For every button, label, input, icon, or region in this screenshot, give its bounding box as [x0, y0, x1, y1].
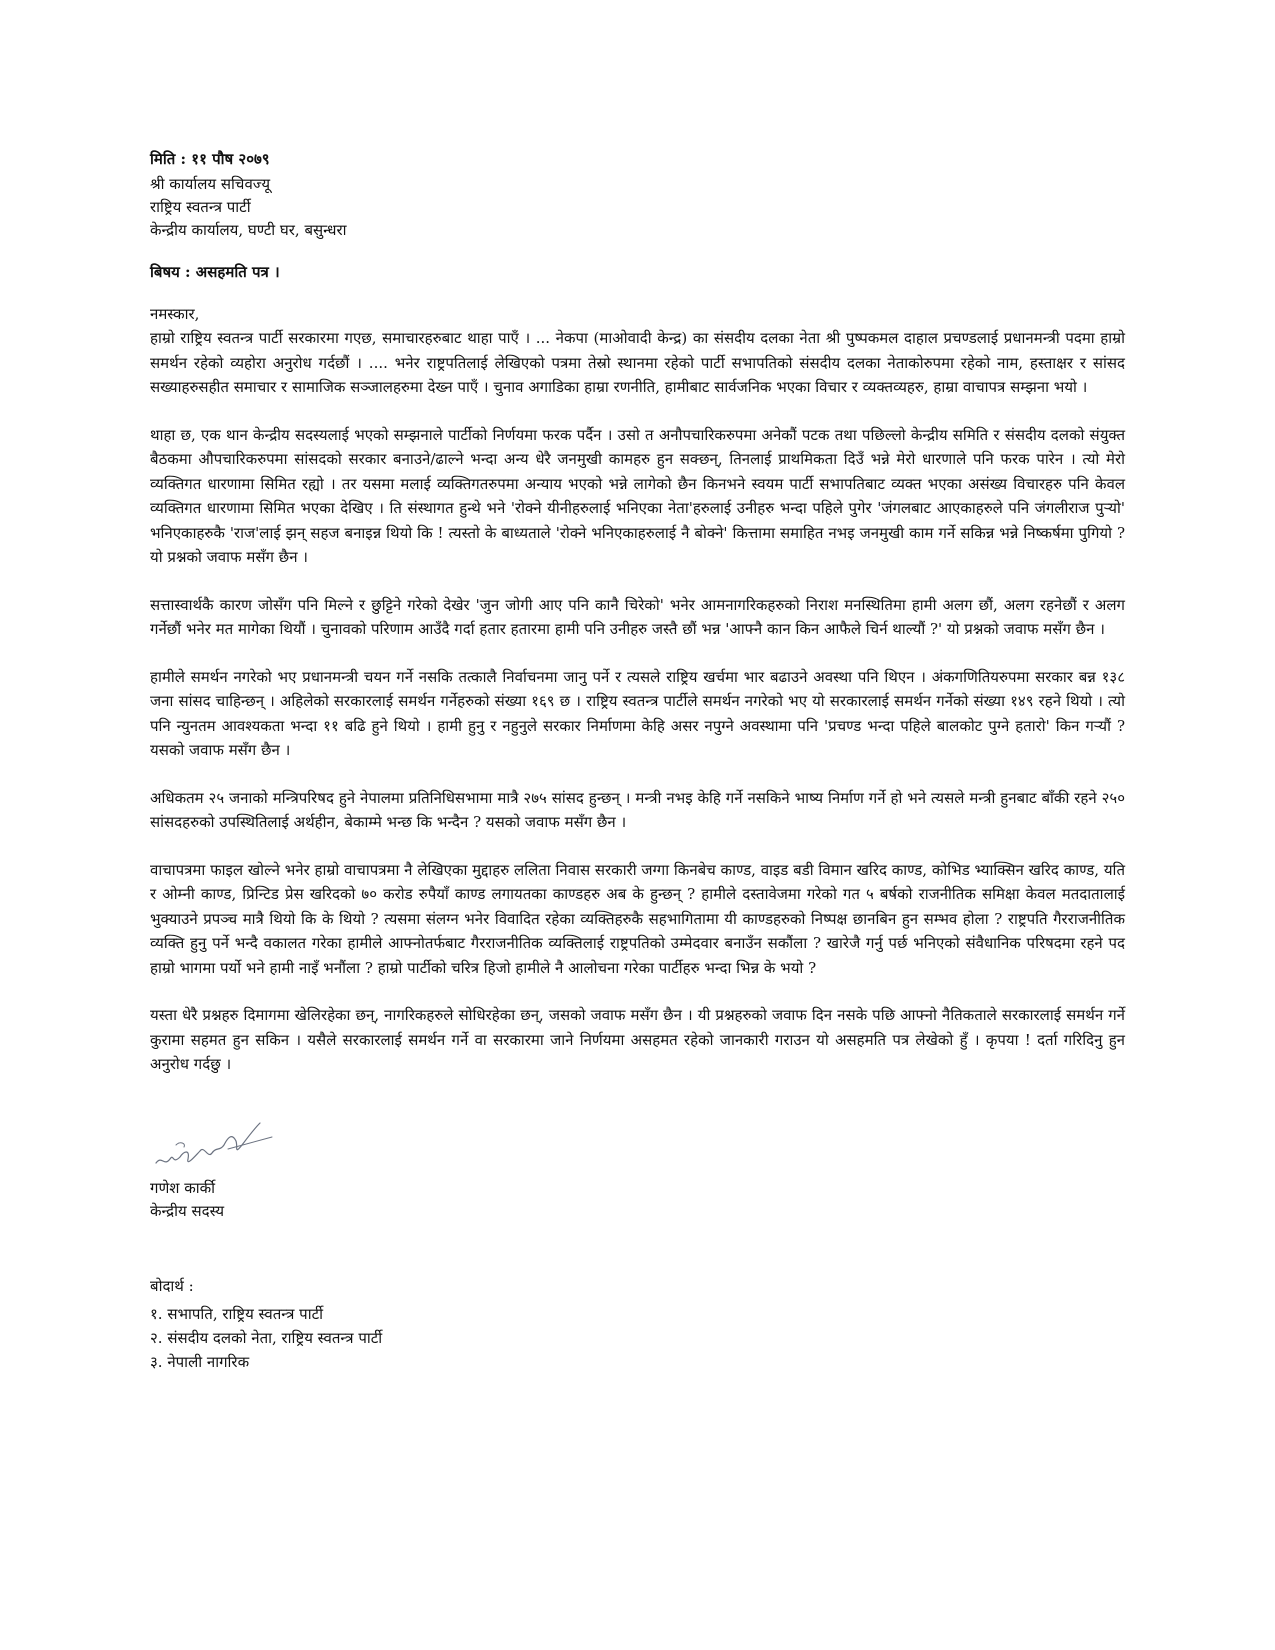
body-paragraph-7: यस्ता धेरै प्रश्नहरु दिमागमा खेलिरहेका छन्, नागरिकहरुले सोधिरहेका छन्, जसको जवाफ मसँग छैन । यी प्रश्नहरुको जवाफ दिन नसके पछि आफ्नो नैतिकताले सरकारलाई समर्थन गर्ने कुरामा सहमत हुन सकिन । यसैले सरकारलाई समर्थन गर्ने वा सरकारमा जाने निर्णयमा असहमत रहेको जानकारी गराउन यो असहमति पत्र लेखेको हुँ । कृपया ! दर्ता गरिदिनु हुन अनुरोध गर्दछु । [150, 1006, 1125, 1073]
letter-page [150, 148, 1125, 1374]
body-paragraph-6: वाचापत्रमा फाइल खोल्ने भनेर हाम्रो वाचापत्रमा नै लेखिएका मुद्दाहरु ललिता निवास सरकारी जग्गा किनबेच काण्ड, वाइड बडी विमान खरिद काण्ड, कोभिड भ्याक्सिन खरिद काण्ड, यति र ओम्नी काण्ड, प्रिन्टिड प्रेस खरिदको ७० करोड रुपैयाँ काण्ड लगायतका काण्डहरु अब के हुन्छन् ? हामीले दस्तावेजमा गरेको गत ५ बर्षको राजनीतिक समिक्षा केवल मतदातालाई भुक्याउने प्रपञ्च मात्रै थियो कि के थियो ? त्यसमा संलग्न भनेर विवादित रहेका व्यक्तिहरुकै सहभागितामा यी काण्डहरुको निष्पक्ष छानबिन हुन सम्भव होला ? राष्ट्रपति गैरराजनीतिक व्यक्ति हुनु पर्ने भन्दै वकालत गरेका हामीले आफ्नोतर्फबाट गैरराजनीतिक व्यक्तिलाई राष्ट्रपतिको उम्मेदवार बनाउँन सकौंला ? खारेजै गर्नु पर्छ भनिएको संवैधानिक परिषदमा रहने पद हाम्रो भागमा पर्यो भने हामी नाइँ भनौंला ? हाम्रो पार्टीको चरित्र हिजो हामीले नै आलोचना गरेका पार्टीहरु भन्दा भिन्न के भयो ? [150, 860, 1125, 977]
addressee-line-2: राष्ट्रिय स्वतन्त्र पार्टी [150, 198, 251, 216]
letter-header [150, 148, 1125, 284]
salutation: नमस्कार, [150, 305, 200, 323]
body-paragraph-2: थाहा छ, एक थान केन्द्रीय सदस्यलाई भएको सम्झनाले पार्टीको निर्णयमा फरक पर्दैन । उसो त अनौपचारिकरुपमा अनेकौं पटक तथा पछिल्लो केन्द्रीय समिति र संसदीय दलको संयुक्त बैठकमा औपचारिकरुपमा सांसदको सरकार बनाउने/ढाल्ने भन्दा अन्य धेरै जनमुखी कामहरु हुन सक्छन्, तिनलाई प्राथमिकता दिउँ भन्ने मेरो धारणाले पनि फरक पारेन । त्यो मेरो व्यक्तिगत धारणामा सिमित रह्यो । तर यसमा मलाई व्यक्तिगतरुपमा अन्याय भएको भन्ने लागेको छैन किनभने स्वयम पार्टी सभापतिबाट व्यक्त भएका असंख्य विचारहरु पनि केवल व्यक्तिगत धारणामा सिमित भएका देखिए । ति संस्थागत हुन्थे भने 'रोक्ने यीनीहरुलाई भनिएका नेता'हरुलाई उनीहरु भन्दा पहिले पुगेर 'जंगलबाट आएकाहरुले पनि जंगलीराज पुर्‍यो' भनिएकाहरुकै 'राज'लाई झन् सहज बनाइन्न थियो कि ! त्यस्तो के बाध्यताले 'रोक्ने भनिएकाहरुलाई नै बोक्ने' कित्तामा समाहित नभइ जनमुखी काम गर्ने सकिन्न भन्ने निष्कर्षमा पुगियो ? यो प्रश्नको जवाफ मसँग छैन । [150, 425, 1125, 566]
cc-section [150, 1275, 1125, 1374]
cc-item: ३. नेपाली नागरिक [150, 1352, 250, 1371]
body-paragraph-4: हामीले समर्थन नगरेको भए प्रधानमन्त्री चयन गर्ने नसकि तत्कालै निर्वाचनमा जानु पर्ने र त्यसले राष्ट्रिय खर्चमा भार बढाउने अवस्था पनि थिएन । अंकगणितियरुपमा सरकार बन्न १३८ जना सांसद चाहिन्छन् । अहिलेको सरकारलाई समर्थन गर्नेहरुको संख्या १६९ छ । राष्ट्रिय स्वतन्त्र पार्टीले समर्थन नगरेको भए यो सरकारलाई समर्थन गर्नेको संख्या १४९ रहने थियो । त्यो पनि न्युनतम आवश्यकता भन्दा ११ बढि हुने थियो । हामी हुनु र नहुनुले सरकार निर्माणमा केहि असर नपुग्ने अवस्थामा पनि 'प्रचण्ड भन्दा पहिले बालकोट पुग्ने हतारो' किन गर्‍यौं ? यसको जवाफ मसँग छैन । [150, 667, 1125, 759]
handwritten-signature [150, 1115, 280, 1177]
cc-list [150, 1302, 1125, 1374]
cc-heading: बोदार्थ : [150, 1276, 194, 1295]
cc-item: २. संसदीय दलको नेता, राष्ट्रिय स्वतन्त्र पार्टी [150, 1328, 383, 1347]
addressee-line-1: श्री कार्यालय सचिवज्यू [150, 175, 271, 193]
letter-body [150, 303, 1125, 1077]
addressee-line-3: केन्द्रीय कार्यालय, घण्टी घर, बसुन्धरा [150, 221, 347, 239]
signature-block [150, 1115, 1125, 1223]
body-paragraph-3: सत्तास्वार्थकै कारण जोसँग पनि मिल्ने र छुट्टिने गरेको देखेर 'जुन जोगी आए पनि कानै चिरेको' भनेर आमनागरिकहरुको निराश मनस्थितिमा हामी अलग छौं, अलग रहनेछौं र अलग गर्नेछौं भनेर मत मागेका थियौं । चुनावको परिणाम आउँदै गर्दा हतार हतारमा हामी पनि उनीहरु जस्तै छौं भन्न 'आफ्नै कान किन आफैले चिर्न थाल्यौं ?' यो प्रश्नको जवाफ मसँग छैन । [150, 595, 1125, 638]
body-paragraph-1: हाम्रो राष्ट्रिय स्वतन्त्र पार्टी सरकारमा गएछ, समाचारहरुबाट थाहा पाएँ । ... नेकपा (माओवादी केन्द्र) का संसदीय दलका नेता श्री पुष्पकमल दाहाल प्रचण्डलाई प्रधानमन्त्री पदमा हाम्रो समर्थन रहेको व्यहोरा अनुरोध गर्दछौं । .... भनेर राष्ट्रपतिलाई लेखिएको पत्रमा तेस्रो स्थानमा रहेको पार्टी सभापतिको संसदीय दलका नेताकोरुपमा रहेको नाम, हस्ताक्षर र सांसद सख्याहरुसहीत समाचार र सामाजिक सञ्जालहरुमा देख्न पाएँ । चुनाव अगाडिका हाम्रा रणनीति, हामीबाट सार्वजनिक भएका विचार र व्यक्तव्यहरु, हाम्रा वाचापत्र सम्झना भयो । [150, 329, 1125, 396]
body-paragraph-5: अधिकतम २५ जनाको मन्त्रिपरिषद हुने नेपालमा प्रतिनिधिसभामा मात्रै २७५ सांसद हुन्छन् । मन्त्री नभइ केहि गर्ने नसकिने भाष्य निर्माण गर्ने हो भने त्यसले मन्त्री हुनबाट बाँकी रहने २५० सांसदहरुको उपस्थितिलाई अर्थहीन, बेकाम्मे भन्छ कि भन्दैन ? यसको जवाफ मसँग छैन । [150, 788, 1125, 831]
letter-subject: बिषय : असहमति पत्र । [150, 263, 280, 281]
signatory-designation: केन्द्रीय सदस्य [150, 1201, 225, 1220]
letter-date: मिति : ११ पौष २०७९ [150, 150, 270, 168]
cc-item: १. सभापति, राष्ट्रिय स्वतन्त्र पार्टी [150, 1304, 324, 1323]
signatory-name: गणेश कार्की [150, 1178, 216, 1197]
